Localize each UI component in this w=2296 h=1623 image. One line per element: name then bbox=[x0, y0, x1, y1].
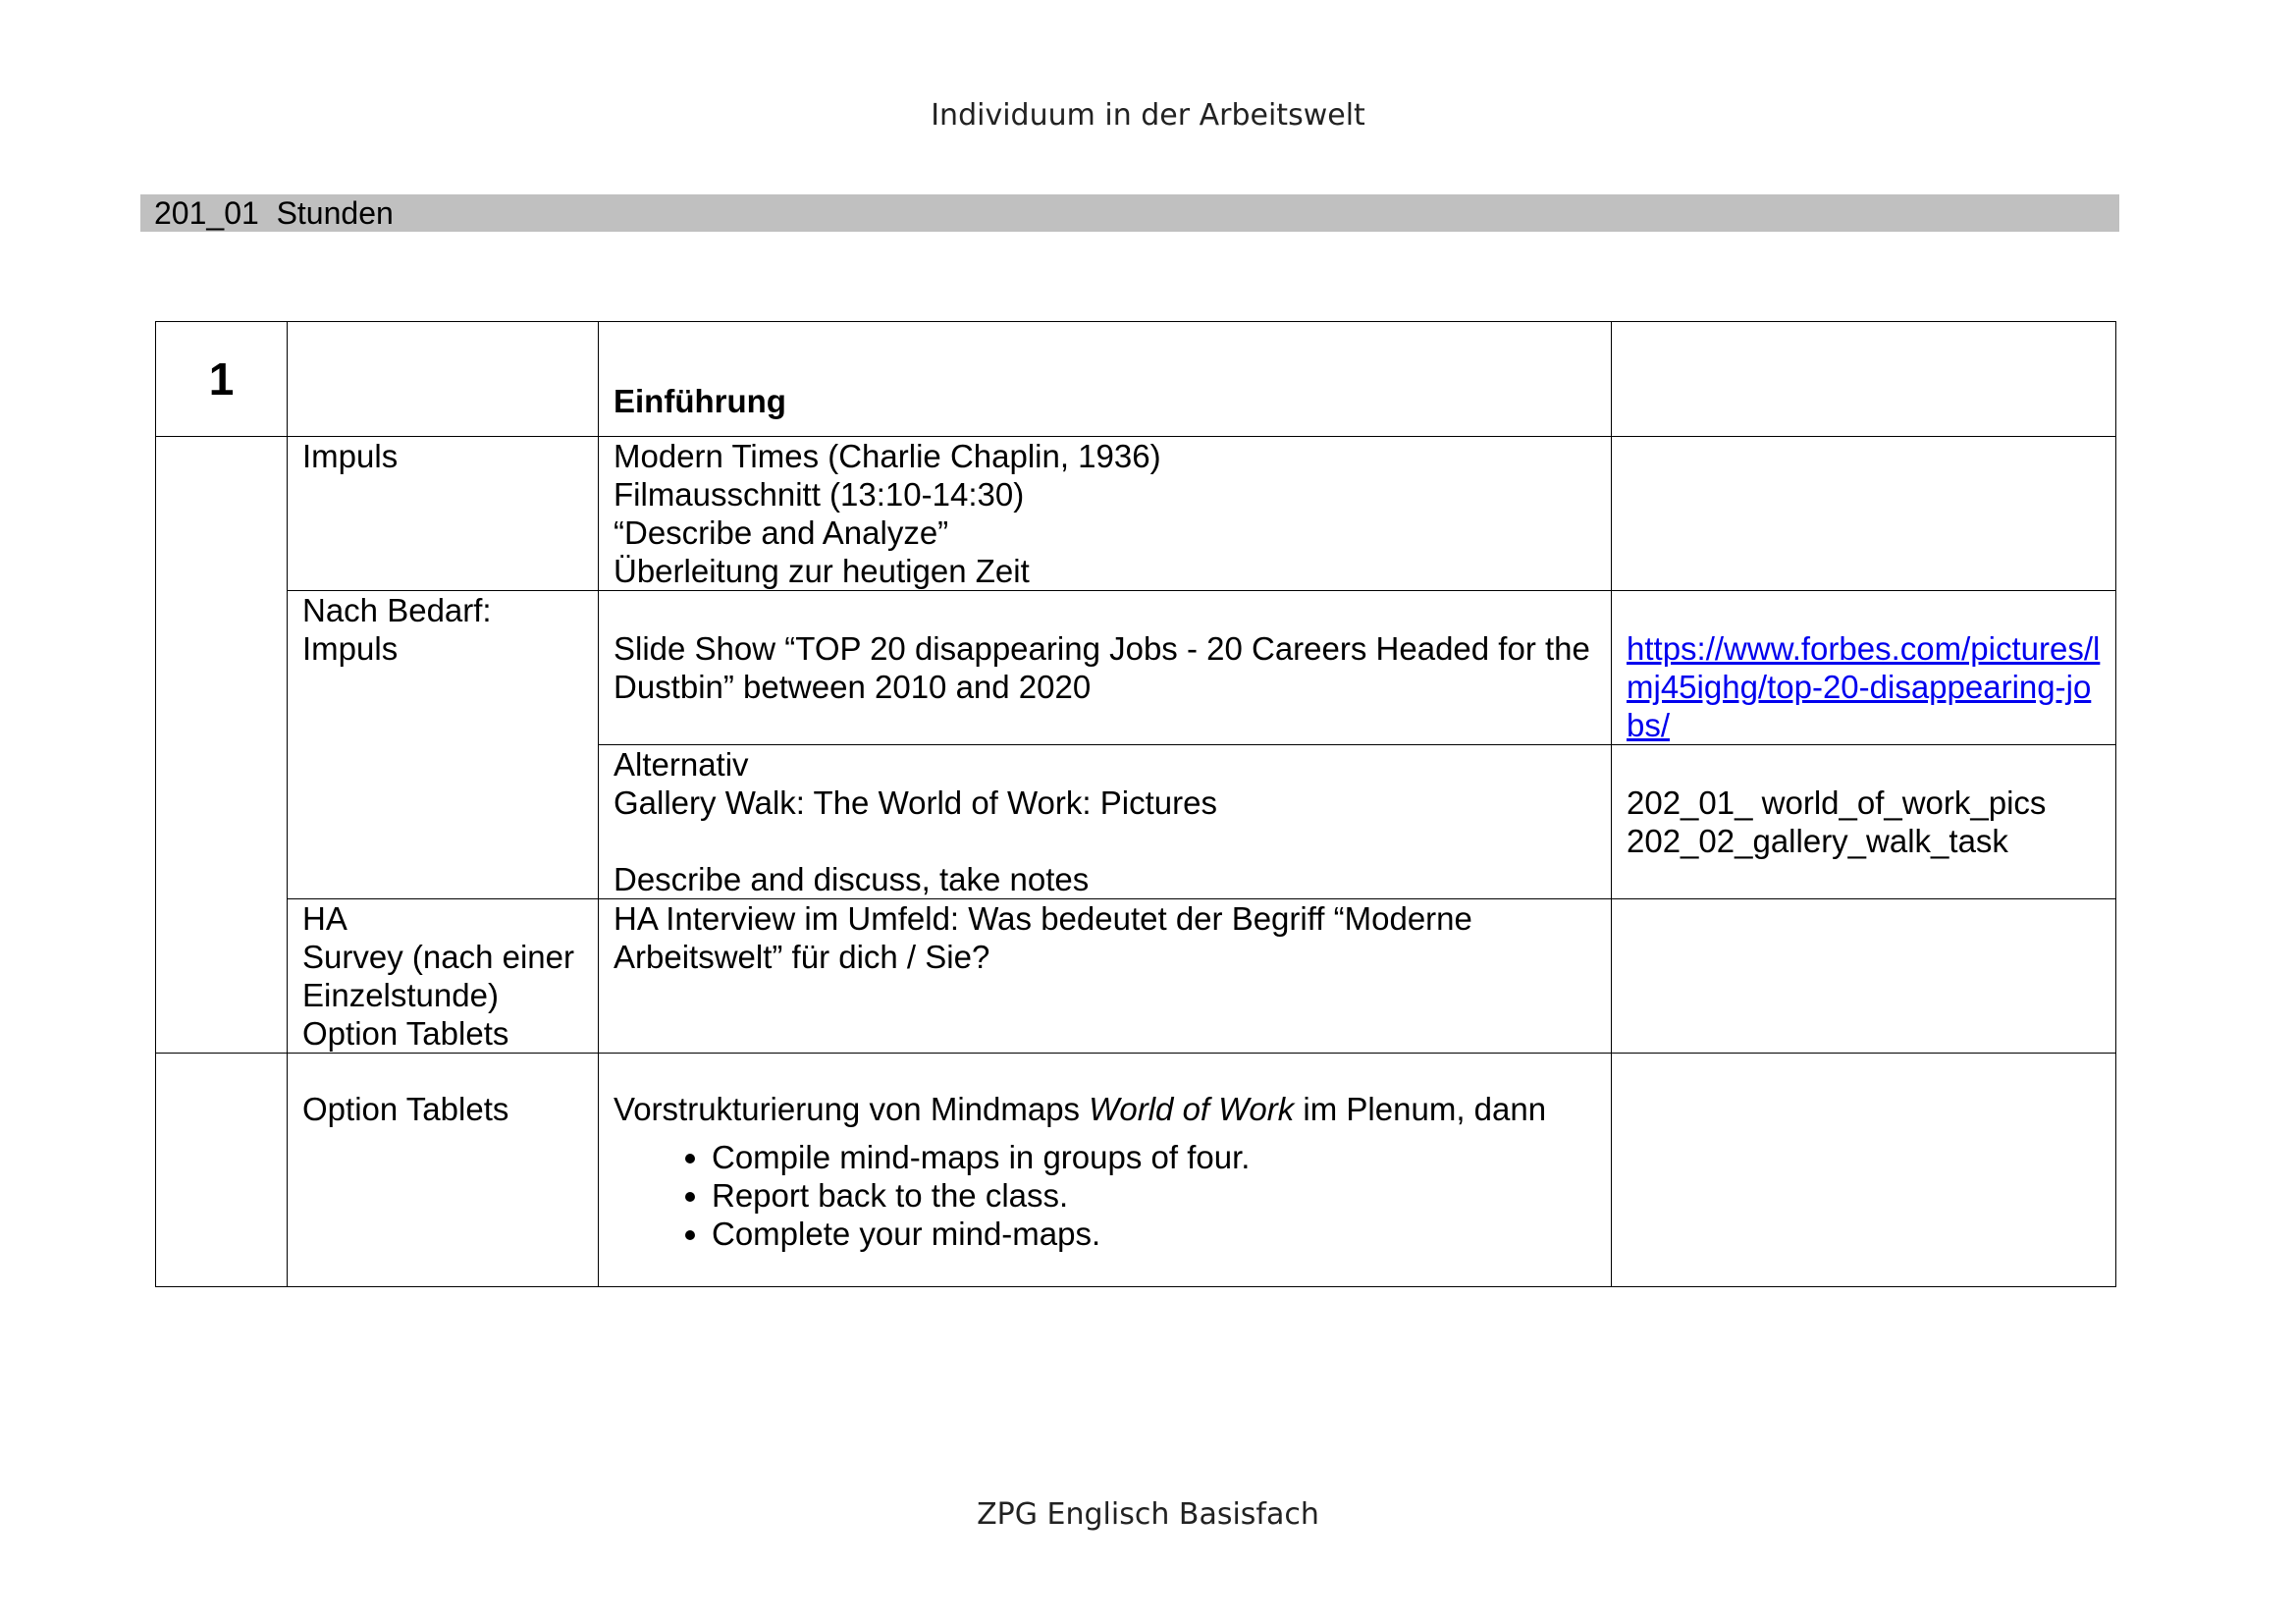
task-list bbox=[614, 1138, 1596, 1253]
phase-cell-impuls bbox=[288, 437, 599, 591]
list-item: • Complete your mind-maps. bbox=[712, 1215, 1596, 1253]
intro-heading-cell bbox=[599, 322, 1612, 437]
forbes-link[interactable]: https://www.forbes.com/pictures/lmj45ighg/top-20-disappearing-jobs/ bbox=[1627, 630, 2101, 743]
empty-cell bbox=[1612, 322, 2116, 437]
content-line: Modern Times (Charlie Chaplin, 1936) bbox=[614, 438, 1161, 474]
empty-cell bbox=[288, 322, 599, 437]
phase-label: Option Tablets bbox=[302, 1091, 509, 1127]
content-line: Überleitung zur heutigen Zeit bbox=[614, 553, 1030, 589]
content-cell-mindmaps bbox=[599, 1054, 1612, 1287]
material-cell-link bbox=[1612, 591, 2116, 745]
content-cell-slide-show bbox=[599, 591, 1612, 745]
page-footer: ZPG Englisch Basisfach bbox=[977, 1497, 1319, 1532]
phase-label: Einzelstunde) bbox=[302, 977, 499, 1013]
material-cell-files bbox=[1612, 745, 2116, 899]
list-item: • Report back to the class. bbox=[712, 1176, 1596, 1215]
phase-cell-ha bbox=[288, 899, 599, 1054]
section-bar bbox=[140, 194, 2119, 232]
phase-label: HA bbox=[302, 900, 347, 937]
phase-cell-nach-bedarf bbox=[288, 591, 599, 899]
material-file: 202_02_gallery_walk_task bbox=[1627, 823, 2008, 859]
content-prefix: Vorstrukturierung von Mindmaps bbox=[614, 1091, 1090, 1127]
content-line: Filmausschnitt (13:10-14:30) bbox=[614, 476, 1025, 513]
list-item: • Compile mind-maps in groups of four. bbox=[712, 1138, 1596, 1176]
phase-label: Option Tablets bbox=[302, 1015, 509, 1052]
phase-label: Impuls bbox=[302, 630, 399, 667]
page-header-title: Individuum in der Arbeitswelt bbox=[931, 98, 1365, 133]
material-cell-empty bbox=[1612, 437, 2116, 591]
section-label: Stunden bbox=[276, 195, 394, 231]
content-cell-modern-times bbox=[599, 437, 1612, 591]
lesson-number-spacer bbox=[156, 437, 288, 1054]
content-line: Slide Show “TOP 20 disappearing Jobs - 20 Careers Headed for the Dustbin” between 2010 and 2020 bbox=[614, 630, 1590, 705]
content-line: HA Interview im Umfeld: Was bedeutet der Begriff “Moderne Arbeitswelt” für dich / Sie? bbox=[614, 900, 1472, 975]
lesson-number: 1 bbox=[156, 322, 288, 437]
content-line: Gallery Walk: The World of Work: Pictures bbox=[614, 784, 1217, 821]
material-cell-empty bbox=[1612, 1054, 2116, 1287]
phase-label: Survey (nach einer bbox=[302, 939, 574, 975]
material-file: 202_01_ world_of_work_pics bbox=[1627, 784, 2047, 821]
content-line: “Describe and Analyze” bbox=[614, 514, 949, 551]
phase-label: Impuls bbox=[302, 438, 399, 474]
content-suffix: im Plenum, dann bbox=[1294, 1091, 1547, 1127]
material-cell-empty bbox=[1612, 899, 2116, 1054]
content-cell-gallery-walk bbox=[599, 745, 1612, 899]
content-cell-interview bbox=[599, 899, 1612, 1054]
content-line: Describe and discuss, take notes bbox=[614, 861, 1090, 897]
content-italic: World of Work bbox=[1089, 1091, 1295, 1127]
lesson-plan-table bbox=[155, 321, 2116, 1287]
phase-label: Nach Bedarf: bbox=[302, 592, 492, 628]
section-code: 201_01 bbox=[154, 195, 259, 231]
content-line: Alternativ bbox=[614, 746, 749, 783]
empty-cell bbox=[156, 1054, 288, 1287]
intro-heading: Einführung bbox=[614, 383, 786, 419]
phase-cell-option-tablets bbox=[288, 1054, 599, 1287]
